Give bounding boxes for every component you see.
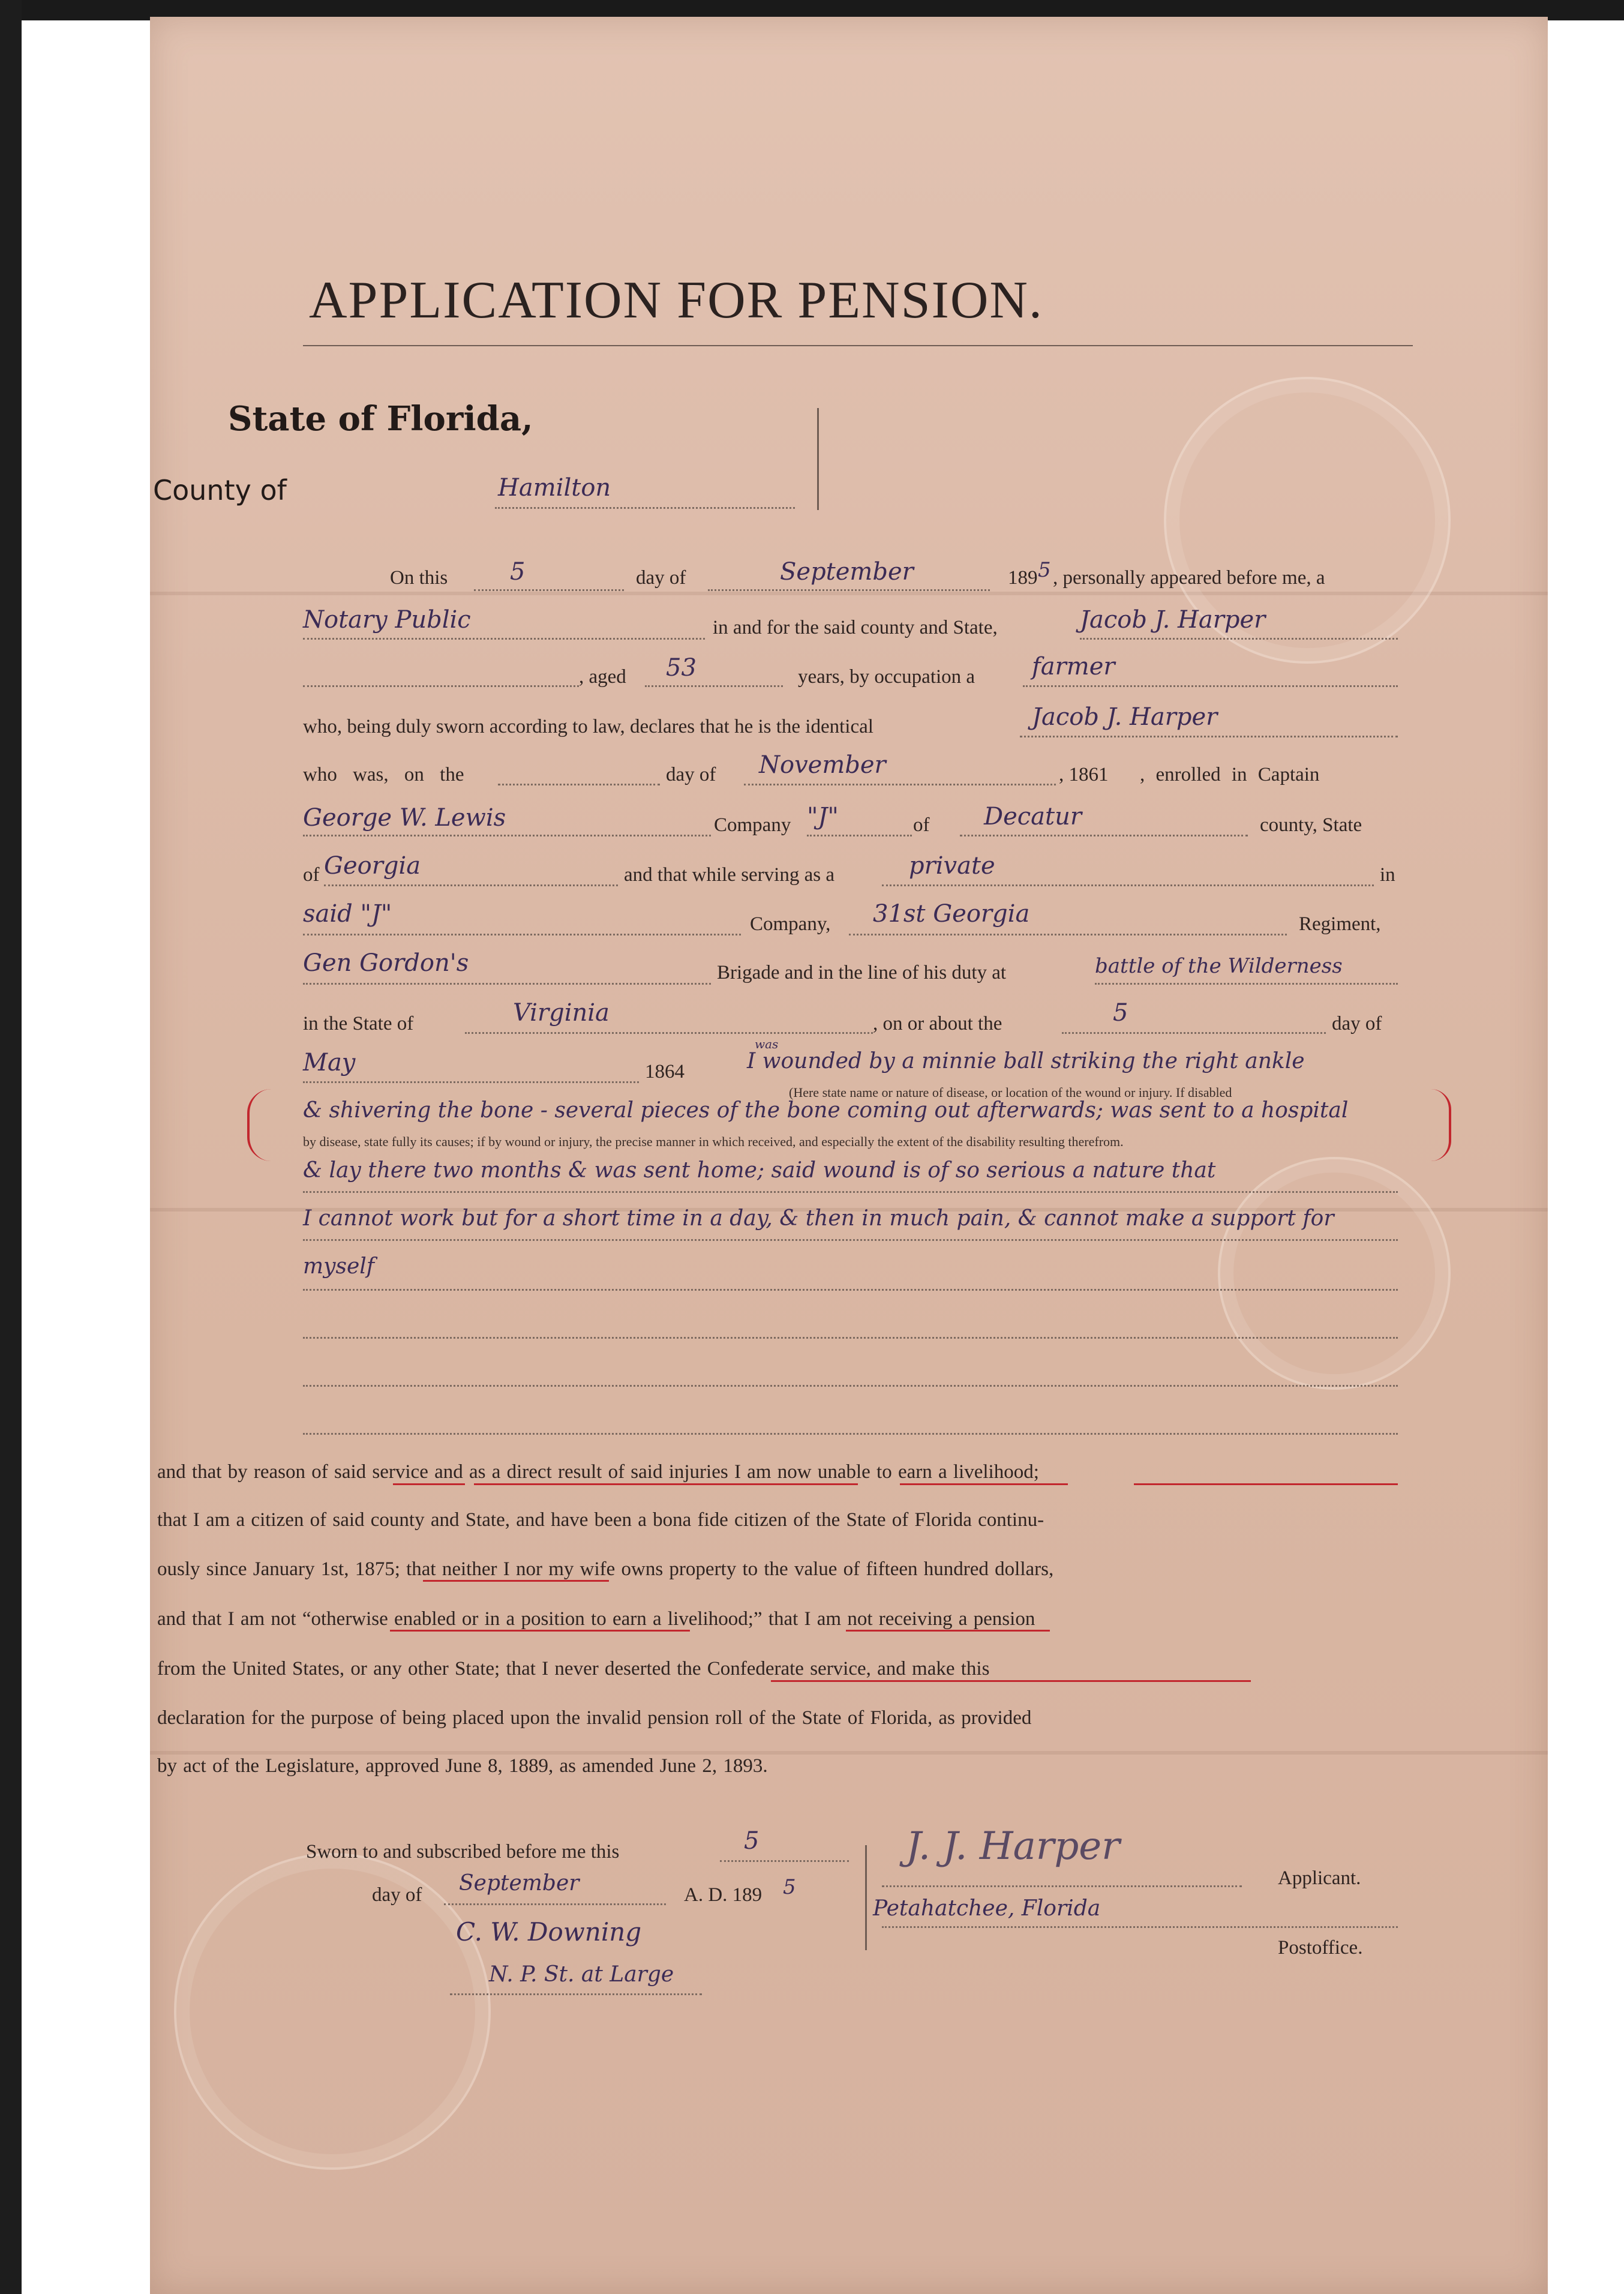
field-line [708, 589, 990, 591]
field-line [882, 1885, 1242, 1887]
text: of [913, 814, 930, 836]
red-underline [474, 1483, 732, 1485]
text: day of [636, 567, 686, 589]
red-underline [423, 1580, 609, 1582]
wound-description-line-4: I cannot work but for a short time in a day, & then in much pain, & cannot make a support for [303, 1206, 1334, 1231]
text: , 1861 [1059, 764, 1109, 785]
red-underline [390, 1630, 690, 1632]
field-line [303, 1191, 1398, 1193]
field-line [882, 1926, 1398, 1928]
field-said-company: said "J" [303, 900, 392, 928]
field-occupation: farmer [1032, 653, 1115, 680]
field-line [303, 1385, 1398, 1387]
declaration-line: and that I am not “otherwise enabled or in a position to earn a livelihood;” that I am not receiving a pension [157, 1608, 1035, 1630]
text: of [303, 864, 320, 886]
red-underline [846, 1630, 1050, 1632]
field-regiment: 31st Georgia [873, 900, 1030, 928]
field-month: September [780, 558, 914, 586]
postoffice-value: Petahatchee, Florida [873, 1896, 1101, 1921]
embossed-seal [174, 1853, 491, 2170]
field-rank: private [909, 852, 995, 880]
field-enrolled-state: Georgia [324, 852, 421, 880]
county-value: Hamilton [498, 474, 611, 502]
field-line [444, 1903, 666, 1905]
postoffice-label: Postoffice. [1278, 1937, 1363, 1959]
applicant-signature: J. J. Harper [906, 1824, 1120, 1869]
form-title: APPLICATION FOR PENSION. [309, 271, 1043, 329]
red-pencil-bracket [247, 1089, 274, 1161]
text: years, by occupation a [798, 666, 975, 688]
paper-fold [150, 1751, 1548, 1755]
text: Company [714, 814, 791, 836]
text: 1864 [645, 1061, 685, 1082]
field-battle-state: Virginia [513, 999, 610, 1027]
field-identical-name: Jacob J. Harper [1032, 703, 1218, 731]
red-underline [1134, 1483, 1398, 1485]
text: Regiment, [1299, 913, 1381, 935]
field-line [1020, 736, 1398, 737]
field-officer: Notary Public [303, 606, 471, 634]
notary-title: N. P. St. at Large [489, 1962, 674, 1987]
field-line [303, 983, 711, 985]
state-heading: State of Florida, [228, 399, 533, 439]
field-line [303, 835, 711, 836]
field-line [849, 934, 1287, 935]
field-company: "J" [807, 803, 839, 830]
text: A. D. 189 [684, 1884, 763, 1906]
text: day of [372, 1884, 422, 1906]
red-pencil-bracket [1431, 1089, 1451, 1161]
text: in and for the said county and State, [713, 617, 998, 638]
bracket [810, 408, 819, 510]
red-underline [720, 1483, 858, 1485]
field-line [1095, 983, 1398, 985]
text: Brigade and in the line of his duty at [717, 962, 1007, 983]
form-instruction-note: by disease, state fully its causes; if by wound or injury, the precise manner in which received, and especially the extent of the disability resulting therefrom. [303, 1134, 1124, 1149]
declaration-line: and that by reason of said service and as a direct result of said injuries I am now unable to earn a livelihood; [157, 1461, 1039, 1483]
field-line [498, 784, 660, 785]
field-battle: battle of the Wilderness [1095, 954, 1343, 978]
text: Sworn to and subscribed before me this [306, 1841, 620, 1863]
field-line [303, 934, 741, 935]
declaration-line: declaration for the purpose of being placed upon the invalid pension roll of the State of Florida, as provided [157, 1707, 1032, 1729]
bracket [858, 1845, 867, 1950]
field-sworn-year: 5 [783, 1875, 796, 1899]
field-line [645, 685, 783, 687]
field-enrolled-county: Decatur [984, 803, 1082, 830]
field-line [807, 835, 912, 836]
title-rule [303, 345, 1413, 346]
field-line [960, 835, 1248, 836]
field-captain: George W. Lewis [303, 804, 506, 832]
text: and that while serving as a [624, 864, 834, 886]
text: day of [666, 764, 716, 785]
field-line [744, 784, 1056, 785]
text: in the State of [303, 1013, 414, 1034]
applicant-label: Applicant. [1278, 1867, 1361, 1889]
declaration-line: ously since January 1st, 1875; that neither I nor my wife owns property to the value of fifteen hundred dollars, [157, 1558, 1054, 1580]
text: in [1380, 864, 1395, 886]
scanner-left-border [0, 0, 22, 2294]
notary-signature: C. W. Downing [456, 1917, 642, 1947]
text: who, being duly sworn according to law, declares that he is the identical [303, 716, 873, 737]
declaration-line: from the United States, or any other State; that I never deserted the Confederate service, and make this [157, 1658, 990, 1680]
field-enrolled-month: November [759, 751, 886, 779]
field-line [1062, 1032, 1326, 1034]
field-line [303, 1289, 1398, 1291]
field-age: 53 [666, 654, 697, 682]
wound-description-line-3: & lay there two months & was sent home; said wound is of so serious a nature that [303, 1158, 1216, 1183]
field-day: 5 [510, 558, 526, 586]
text: , on or about the [873, 1013, 1002, 1034]
red-underline [900, 1483, 1068, 1485]
text: county, State [1260, 814, 1362, 836]
text: , aged [579, 666, 626, 688]
field-line [303, 685, 579, 687]
field-sworn-month: September [459, 1871, 580, 1896]
declaration-line: by act of the Legislature, approved June 8, 1889, as amended June 2, 1893. [157, 1755, 768, 1777]
field-line [474, 589, 624, 591]
field-line [303, 1337, 1398, 1339]
field-battle-day: 5 [1113, 999, 1128, 1027]
red-underline [393, 1483, 465, 1485]
declaration-line: that I am a citizen of said county and State, and have been a bona fide citizen of the State of Florida continu- [157, 1509, 1044, 1531]
county-line [495, 507, 795, 509]
field-line [882, 884, 1374, 886]
field-brigade: Gen Gordon's [303, 949, 469, 977]
text: , personally appeared before me, a [1053, 567, 1325, 589]
form-instruction-note: (Here state name or nature of disease, or location of the wound or injury. If disabled [789, 1085, 1232, 1100]
field-line [303, 1433, 1398, 1435]
field-line [465, 1032, 873, 1034]
text: day of [1332, 1013, 1382, 1034]
field-applicant-name: Jacob J. Harper [1080, 606, 1266, 634]
text: Company, [750, 913, 831, 935]
wound-description-line-5: myself [303, 1254, 375, 1279]
text: On this [390, 567, 448, 589]
field-line [303, 1081, 639, 1083]
wound-description-line-1: I wounded by a minnie ball striking the right ankle [747, 1049, 1305, 1073]
field-line [303, 638, 705, 640]
field-line [324, 884, 618, 886]
field-line [720, 1860, 849, 1862]
text: , enrolled in Captain [1140, 764, 1320, 785]
field-line [1023, 685, 1398, 687]
field-line [303, 1239, 1398, 1241]
field-year: 5 [1038, 558, 1051, 582]
wound-description-line-2: & shivering the bone - several pieces of the bone coming out afterwards; was sent to a hospital [303, 1098, 1349, 1123]
text: who was, on the [303, 764, 464, 785]
field-line [450, 1993, 702, 1995]
text: 189 [1008, 567, 1038, 589]
handwritten-insertion: was [755, 1037, 779, 1051]
field-battle-month: May [303, 1049, 356, 1076]
field-line [1080, 638, 1398, 640]
field-sworn-day: 5 [744, 1827, 760, 1855]
county-label: County of [153, 474, 287, 506]
red-underline [771, 1680, 1251, 1682]
